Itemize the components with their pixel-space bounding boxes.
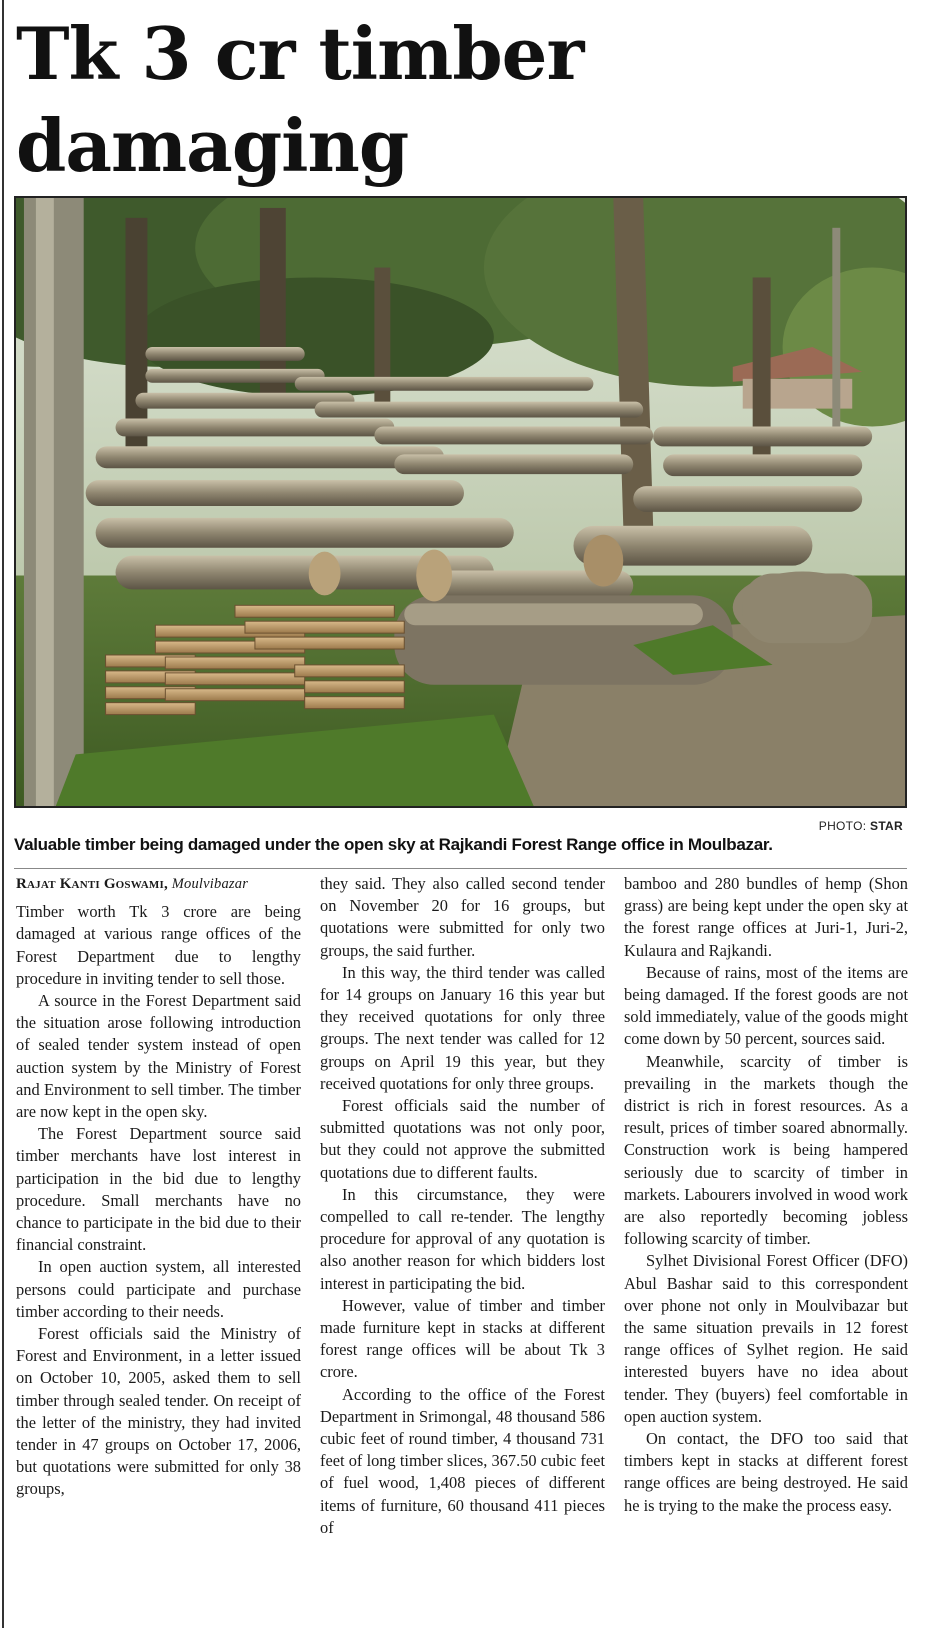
photo-credit	[819, 819, 903, 833]
caption-divider	[14, 868, 907, 869]
byline-author: Rajat Kanti Goswami,	[16, 876, 168, 892]
left-border-rule	[2, 0, 4, 1628]
paragraph: Meanwhile, scarcity of timber is prevailing in the markets though the district is rich in forest resources. As a result, prices of timber soared abnormally. Construction work is being hampered seriously due to scarcity of timber in markets. Labourers involved in wood work are also reportedly becoming jobless following scarcity of timber.	[624, 1051, 908, 1249]
paragraph: Timber worth Tk 3 crore are being damaged at various range offices of the Forest Department due to lengthy procedure in inviting tender to sell those.	[16, 902, 301, 988]
paragraph: In open auction system, all interested persons could participate and purchase timber according to their needs.	[16, 1257, 301, 1321]
headline-line-1: Tk 3 cr timber damaging	[16, 11, 584, 188]
photo-credit-source: STAR	[870, 819, 903, 833]
photo-caption: Valuable timber being damaged under the open sky at Rajkandi Forest Range office in Moulbazar.	[14, 835, 773, 854]
paragraph: On contact, the DFO too said that timbers kept in stacks at different forest range offices are being destroyed. He said he is trying to the make the process easy.	[624, 1429, 908, 1515]
paragraph: Sylhet Divisional Forest Officer (DFO) Abul Bashar said to this correspondent over phone not only in Moulvibazar but the same situation prevails in 12 forest range offices of Sylhet region. He said interested buyers have no idea about tender. They (buyers) feel comfortable in open auction system.	[624, 1251, 908, 1426]
news-photo-timber-stacks	[14, 196, 907, 808]
paragraph: In this circumstance, they were compelled to call re-tender. The lengthy procedure for approval of any quotation is also another reason for which bidders lost interest in participating the bid.	[320, 1184, 605, 1293]
paragraph: In this way, the third tender was called for 14 groups on January 16 this year but they received quotations for only three groups. The next tender was called for 12 groups on April 19 this year, but they received quotations for only three groups.	[320, 962, 605, 1093]
paragraph: The Forest Department source said timber merchants have lost interest in participation in the bid due to lengthy procedure. Small merchants have no chance to participate in the bid due to their financial constraint.	[16, 1124, 301, 1255]
photo-credit-prefix: PHOTO:	[818, 819, 867, 833]
paragraph: they said. They also called second tender on November 20 for 16 groups, but quotations were submitted for only two groups, the said further.	[320, 874, 605, 960]
paragraph: According to the office of the Forest Department in Srimongal, 48 thousand 586 cubic feet of round timber, 4 thousand 731 feet of long timber slices, 367.50 cubic feet of fuel wood, 1,408 pieces of different items of furniture, 60 thousand 411 pieces of	[320, 1384, 605, 1537]
paragraph: bamboo and 280 bundles of hemp (Shon grass) are being kept under the open sky at the forest range offices at Juri-1, Juri-2, Kulaura and Rajkandi.	[624, 874, 908, 960]
byline-location: Moulvibazar	[171, 876, 249, 892]
paragraph: Forest officials said the Ministry of Forest and Environment, in a letter issued on October 10, 2005, asked them to sell timber through sealed tender. On receipt of the letter of the ministry, they had invited tender in 47 groups on October 17, 2006, but quotations were submitted for only 38 groups,	[16, 1324, 301, 1499]
article-column-2	[320, 873, 605, 1539]
paragraph: A source in the Forest Department said the situation arose following introduction of sealed tender system instead of open auction system by the Ministry of Forest and Environment to sell timber. The timber are now kept in the open sky.	[16, 991, 301, 1122]
paragraph: However, value of timber and timber made furniture kept in stacks at different forest range offices will be about Tk 3 crore.	[320, 1295, 605, 1382]
article-column-1	[16, 873, 301, 1501]
timber-photo-illustration	[16, 198, 905, 806]
paragraph: Because of rains, most of the items are being damaged. If the forest goods are not sold immediately, value of the goods might come down by 50 percent, sources said.	[624, 962, 908, 1049]
article-column-3	[624, 873, 908, 1517]
byline	[16, 873, 301, 895]
paragraph: Forest officials said the number of submitted quotations was not only poor, but they could not approve the submitted quotations due to different faults.	[320, 1096, 605, 1182]
